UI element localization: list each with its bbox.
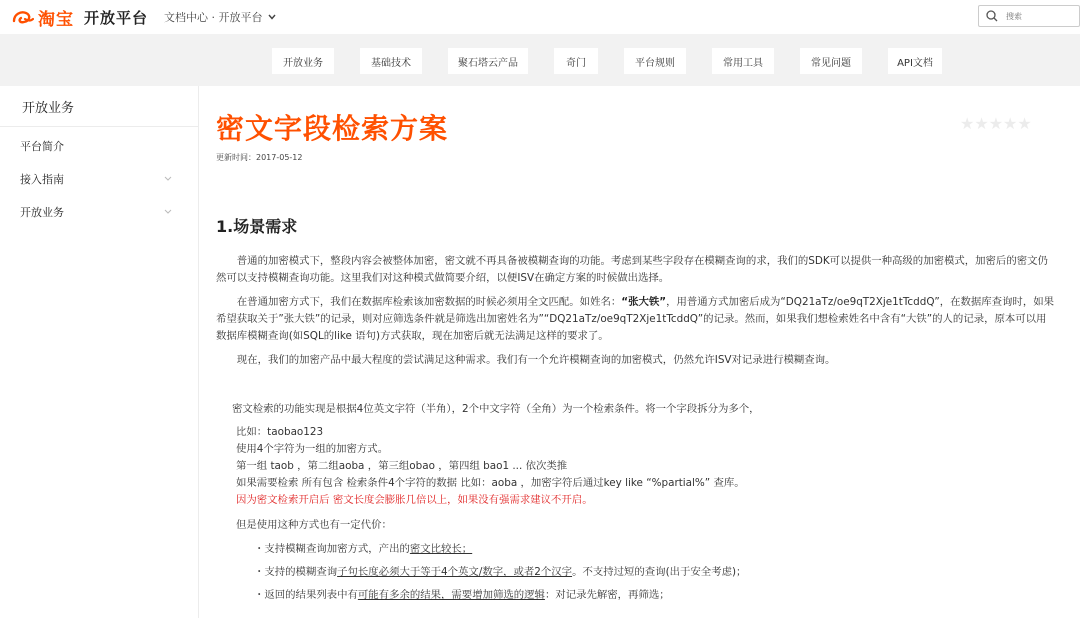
search-icon <box>986 10 998 22</box>
nav-tab-qimen[interactable]: 奇门 <box>554 48 598 74</box>
logo-text: 淘宝 <box>38 9 74 30</box>
nav-tab-faq[interactable]: 常见问题 <box>800 48 862 74</box>
warning-note: 因为密文检索开启后 密文长度会膨胀几倍以上，如果没有强需求建议不开启。 <box>236 494 593 506</box>
nav-tab-api-docs[interactable]: API文档 <box>888 48 942 74</box>
sidebar-item-label: 接入指南 <box>20 172 64 186</box>
nav-tab-tools[interactable]: 常用工具 <box>712 48 774 74</box>
updated-time: 更新时间：2017-05-12 <box>216 153 303 162</box>
star-icon[interactable]: ★ <box>1003 114 1018 133</box>
paragraph-text: 在普通加密方式下，我们在数据库检索该加密数据的时候必须用全文匹配。如姓名： <box>236 296 622 308</box>
category-nav <box>0 34 1080 86</box>
highlighted-name: “张大铁” <box>621 296 667 308</box>
paragraph: 普通的加密模式下，整段内容会被整体加密，密文就不再具备被模糊查询的功能。考虑到某些字段存在模糊查询的求，我们的SDK可以提供一种高级的加密模式，加密后的密文仍然可以支持模糊查询功能。这里我们对这种模式做简要介绍，以便ISV在确定方案的时候做出选择。 <box>216 255 1048 284</box>
search-box[interactable] <box>978 5 1080 27</box>
chevron-down-icon <box>268 14 276 20</box>
nav-tab-jushita[interactable]: 聚石塔云产品 <box>448 48 528 74</box>
bullet-underline: 子句长度必须大于等于4个英文/数字，或者2个汉字 <box>337 566 573 578</box>
section-heading: 1.场景需求 <box>216 217 298 236</box>
sidebar-item-intro[interactable] <box>0 129 198 162</box>
bullet-text: ・支持的模糊查询 <box>254 566 338 578</box>
paragraph-text: ，用普通方式加密后成为“DQ21aTz/oe9qT2Xje1tTcddQ”，在数据库查询时，如果希望获取关于”张大铁”的记录，则对应筛选条件就是筛选出加密姓名为”“DQ21aTz/oe9qT2Xje1tTcddQ”的记录。然而，如果我们想检索姓名中含有“大铁”的人的记录，原本可以用数据库模糊查询(如SQL的like 语句)方式获取，现在加密后就无法满足这样的要求了。 <box>216 296 1054 342</box>
bullet-underline: 密文比较长； <box>409 543 473 555</box>
chevron-down-icon <box>164 209 172 214</box>
page-title: 密文字段检索方案 <box>216 112 449 145</box>
example-line: 比如：taobao123 <box>236 426 324 438</box>
breadcrumb[interactable] <box>164 9 276 25</box>
example-line: 使用4个字符为一组的加密方式。 <box>236 443 389 455</box>
star-icon[interactable]: ★ <box>1017 114 1032 133</box>
product-title: 开放平台 <box>84 8 149 27</box>
bullet-text: ・支持模糊查询加密方式，产出的 <box>254 543 410 555</box>
sidebar <box>0 86 199 618</box>
top-header <box>0 0 1080 34</box>
taobao-logo[interactable] <box>12 5 74 30</box>
example-line: 第一组 taob ，第二组aoba ，第三组obao ，第四组 bao1 ... 依次类推 <box>236 460 568 472</box>
bullet-item <box>254 540 472 555</box>
bullet-item <box>254 586 670 601</box>
paragraph: 密文检索的功能实现是根据4位英文字符（半角），2个中文字符（全角）为一个检索条件。将一个字段拆分为多个， <box>232 403 760 415</box>
rating-stars[interactable] <box>960 114 1032 133</box>
star-icon[interactable]: ★ <box>974 114 989 133</box>
search-input[interactable] <box>1006 12 1076 21</box>
taobao-logo-icon <box>12 9 34 25</box>
paragraph: 现在，我们的加密产品中最大程度的尝试满足这种需求。我们有一个允许模糊查询的加密模式，仍然允许ISV对记录进行模糊查询。 <box>236 354 836 366</box>
sidebar-item-label: 开放业务 <box>20 205 64 219</box>
breadcrumb-label: 文档中心 · 开放平台 <box>164 11 263 24</box>
bullet-underline: 可能有多余的结果，需要增加筛选的逻辑 <box>357 589 545 601</box>
example-line: 如果需要检索 所有包含 检索条件4个字符的数据 比如：aoba ，加密字符后通过key like “%partial%” 查库。 <box>236 477 745 489</box>
bullet-text: 。不支持过短的查询(出于安全考虑)； <box>572 566 747 578</box>
cost-intro: 但是使用这种方式也有一定代价： <box>236 519 392 531</box>
paragraph <box>216 294 1054 345</box>
bullet-item <box>254 563 746 578</box>
star-icon[interactable]: ★ <box>960 114 975 133</box>
bullet-text: ・返回的结果列表中有 <box>254 589 358 601</box>
chevron-down-icon <box>164 176 172 181</box>
sidebar-item-open-business[interactable] <box>0 195 198 228</box>
star-icon[interactable]: ★ <box>988 114 1004 133</box>
nav-tab-open-business[interactable]: 开放业务 <box>272 48 334 74</box>
nav-tab-rules[interactable]: 平台规则 <box>624 48 686 74</box>
sidebar-heading: 开放业务 <box>0 86 198 127</box>
sidebar-item-access-guide[interactable] <box>0 162 198 195</box>
sidebar-item-label: 平台简介 <box>20 139 64 153</box>
bullet-text: ：对记录先解密，再筛选； <box>544 589 670 601</box>
nav-tab-basic-tech[interactable]: 基础技术 <box>360 48 422 74</box>
